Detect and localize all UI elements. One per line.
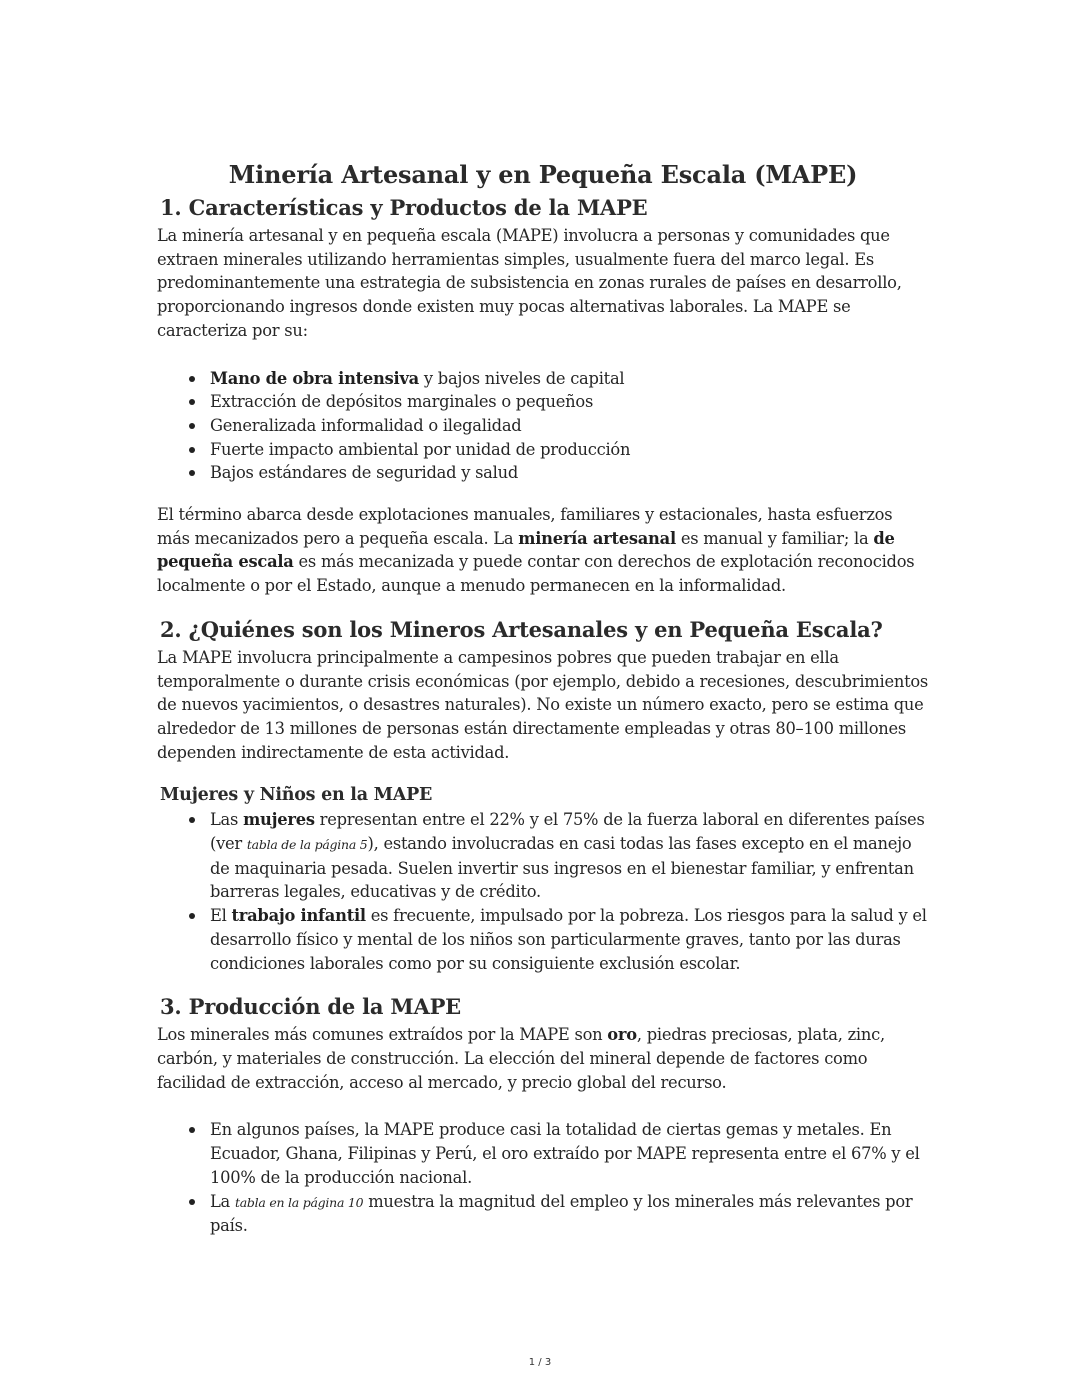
characteristics-list	[157, 367, 929, 486]
item-text: y bajos niveles de capital	[419, 368, 625, 388]
list-item	[210, 438, 929, 462]
document-title: Minería Artesanal y en Pequeña Escala (MAPE)	[228, 160, 858, 189]
bold-text: Mano de obra intensiva	[210, 368, 419, 388]
women-children-subheading: Mujeres y Niños en la MAPE	[160, 785, 433, 806]
bold-text: de pequeña escala	[157, 528, 895, 572]
list-item	[210, 1190, 929, 1238]
page-number: 1 / 3	[528, 1357, 552, 1368]
text: Los minerales más comunes extraídos por la MAPE son	[157, 1025, 608, 1045]
section-2-intro: La MAPE involucra principalmente a campesinos pobres que pueden trabajar en ella temporalmente o durante crisis económicas (por ejemplo, debido a recesiones, descubrimientos de nuevos yacimientos, o desastres naturales). No existe un número exacto, pero se estima que alrededor de 13 millones de personas están directamente empleadas y otras 80–100 millones dependen indirectamente de esta actividad.	[157, 647, 929, 762]
item-text: Fuerte impacto ambiental por unidad de producción	[210, 439, 631, 459]
text: , piedras preciosas, plata, zinc, carbón, y materiales de construcción. La elección del mineral depende de factores como facilidad de extracción, acceso al mercado, y precio global del recurso.	[157, 1025, 885, 1092]
text: es frecuente, impulsado por la pobreza. Los riesgos para la salud y el desarrollo físico y mental de los niños son particularmente graves, tanto por las duras condiciones laborales como por su consiguiente exclusión escolar.	[210, 906, 927, 973]
section-3-intro	[157, 1023, 929, 1094]
bold-text: mujeres	[243, 810, 315, 830]
list-item	[210, 367, 929, 391]
list-item	[210, 808, 929, 904]
text: es manual y familiar; la	[675, 528, 874, 548]
production-list	[157, 1118, 929, 1238]
text: El	[210, 906, 232, 926]
women-children-list	[157, 808, 929, 975]
list-item	[210, 904, 929, 975]
table-reference: tabla de la página 5	[246, 837, 368, 853]
item-text: Generalizada informalidad o ilegalidad	[210, 415, 522, 435]
section-1-paragraph-2	[157, 503, 929, 598]
section-1-intro: La minería artesanal y en pequeña escala (MAPE) involucra a personas y comunidades que extraen minerales utilizando herramientas simples, usualmente fuera del marco legal. Es predominantemente una estrategia de subsistencia en zonas rurales de países en desarrollo, proporcionando ingresos donde existen muy pocas alternativas laborales. La MAPE se caracteriza por su:	[157, 226, 902, 340]
document-page	[157, 158, 929, 1238]
bold-text: minería artesanal	[518, 528, 676, 548]
list-item	[210, 390, 929, 414]
text: Las	[210, 810, 244, 830]
text: El término abarca desde explotaciones manuales, familiares y estacionales, hasta esfuerzos más mecanizados pero a pequeña escala. La	[157, 505, 893, 548]
bold-text: trabajo infantil	[231, 906, 366, 926]
section-1-heading: 1. Características y Productos de la MAPE	[160, 195, 648, 220]
text: En algunos países, la MAPE produce casi la totalidad de ciertas gemas y metales. En Ecuador, Ghana, Filipinas y Perú, el oro extraído por MAPE representa entre el 67% y el 100% de la producción nacional.	[210, 1120, 920, 1187]
text: representan entre el 22% y el 75% de la fuerza laboral en diferentes países (ver	[210, 810, 925, 854]
item-text: Extracción de depósitos marginales o pequeños	[210, 392, 594, 412]
section-2-heading: 2. ¿Quiénes son los Mineros Artesanales y en Pequeña Escala?	[160, 616, 883, 642]
list-item	[210, 1118, 929, 1189]
item-text: Bajos estándares de seguridad y salud	[210, 463, 519, 483]
list-item	[210, 461, 929, 485]
list-item	[210, 414, 929, 438]
text: es más mecanizada y puede contar con derechos de explotación reconocidos localmente o por el Estado, aunque a menudo permanecen en la informalidad.	[157, 552, 915, 596]
section-3-heading: 3. Producción de la MAPE	[160, 994, 461, 1020]
text: ), estando involucradas en casi todas las fases excepto en el manejo de maquinaria pesada. Suelen invertir sus ingresos en el bienestar familiar, y enfrentan barreras legales, educativas y de crédito.	[210, 834, 914, 902]
bold-text: oro	[607, 1025, 637, 1045]
text: muestra la magnitud del empleo y los minerales más relevantes por país.	[210, 1191, 913, 1236]
text: La	[210, 1191, 235, 1211]
table-reference: tabla en la página 10	[234, 1194, 364, 1210]
